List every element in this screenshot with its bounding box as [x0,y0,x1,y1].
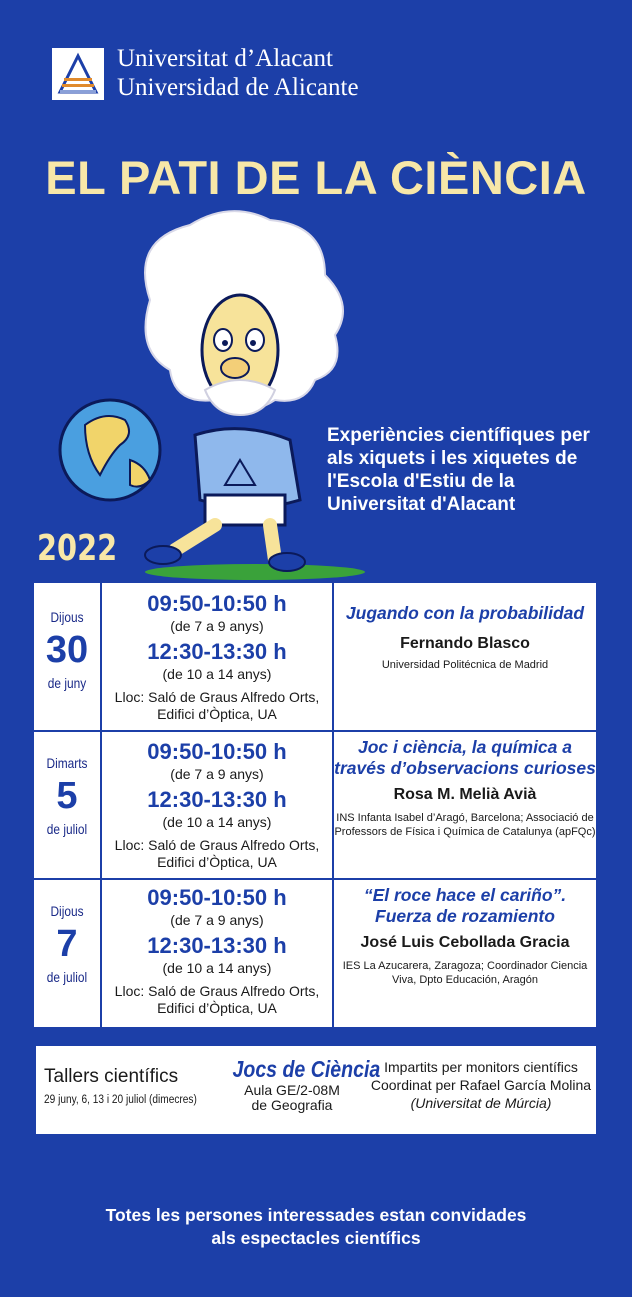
location-line-2: Edifici d’Òptica, UA [157,1000,277,1016]
time-slot-2: 12:30-13:30 h [147,639,287,664]
location-line-2: Edifici d’Òptica, UA [157,854,277,870]
day-name: Dijous [50,609,84,625]
workshop-monitors: Impartits per monitors científics [384,1059,578,1075]
age-range-2: (de 10 a 14 anys) [162,960,272,976]
talk-info [334,603,596,672]
time-slot-1: 09:50-10:50 h [147,591,287,616]
speaker-name: Fernando Blasco [400,635,530,652]
workshop-institution: (Universitat de Múrcia) [410,1095,552,1111]
poster-title: EL PATI DE LA CIÈNCIA [45,151,587,204]
day-name: Dijous [50,903,84,919]
talk-title: Jugando con la probabilidad [345,603,585,623]
row-divider [34,730,596,732]
workshop-box [36,1046,596,1134]
session-times [102,885,332,1017]
talk-info [334,737,596,839]
workshop-left [44,1066,218,1106]
location-line-1: Lloc: Saló de Graus Alfredo Orts, [114,837,320,853]
time-slot-1: 09:50-10:50 h [147,739,287,764]
age-range-2: (de 10 a 14 anys) [162,666,272,682]
age-range-1: (de 7 a 9 anys) [170,912,264,928]
scientist-illustration [55,210,375,580]
day-number: 7 [56,923,78,965]
intro-text: Experiències científiques per als xiquets i les xiquetes de l'Escola d'Estiu de la Universitat d'Alacant [327,425,590,515]
workshop-room-line-1: Aula GE/2-08M [244,1082,340,1098]
workshop-title: Tallers científics [44,1066,179,1087]
age-range-1: (de 7 a 9 anys) [170,766,264,782]
university-name-ca: Universitat d’Alacant [117,45,333,72]
speaker-affiliation: IES La Azucarera, Zaragoza; Coordinador Ciencia Viva, Dpto Educación, Aragón [342,960,588,986]
university-name [117,44,359,102]
day-number: 5 [56,775,78,817]
session-date [34,755,100,837]
location-line-1: Lloc: Saló de Graus Alfredo Orts, [114,983,320,999]
footer-line-1: Totes les persones interessades estan convidades [105,1205,527,1225]
university-logo-icon [52,48,104,100]
row-divider [34,878,596,880]
workshop-right [368,1058,594,1112]
session-times [102,591,332,723]
month: de juliol [46,969,88,985]
footer-note [0,1204,632,1250]
workshop-middle [222,1056,381,1113]
location-line-1: Lloc: Saló de Graus Alfredo Orts, [114,689,320,705]
time-slot-2: 12:30-13:30 h [147,787,287,812]
speaker-affiliation: INS Infanta Isabel d’Aragó, Barcelona; Associació de Professors de Física i Química de Catalunya (apFQc) [334,812,596,838]
speaker-affiliation: Universidad Politécnica de Madrid [381,659,549,671]
time-slot-2: 12:30-13:30 h [147,933,287,958]
speaker-name: Rosa M. Melià Avià [393,786,537,803]
month: de juliol [46,821,88,837]
workshop-name: Jocs de Ciència [232,1056,381,1082]
workshop-coordinator: Coordinat per Rafael García Molina [370,1077,592,1093]
day-number: 30 [45,629,89,671]
time-slot-1: 09:50-10:50 h [147,885,287,910]
speaker-name: José Luis Cebollada Gracia [360,934,570,951]
session-times [102,739,332,871]
year: 2022 [37,528,118,569]
workshop-dates: 29 juny, 6, 13 i 20 juliol (dimecres) [44,1094,197,1106]
month: de juny [47,675,87,691]
university-name-es: Universidad de Alicante [117,74,359,101]
schedule-table [34,583,596,1027]
location-line-2: Edifici d’Òptica, UA [157,706,277,722]
day-name: Dimarts [46,755,88,771]
footer-line-2: als espectacles científics [211,1228,421,1248]
session-date [34,903,100,985]
talk-title: “El roce hace el cariño”. Fuerza de rozamiento [363,885,567,926]
talk-title: Joc i ciència, la química a través d’observacions curioses [334,737,596,778]
talk-info [334,885,596,987]
session-date [34,609,100,691]
workshop-room-line-2: de Geografia [251,1097,333,1113]
age-range-2: (de 10 a 14 anys) [162,814,272,830]
age-range-1: (de 7 a 9 anys) [170,618,264,634]
